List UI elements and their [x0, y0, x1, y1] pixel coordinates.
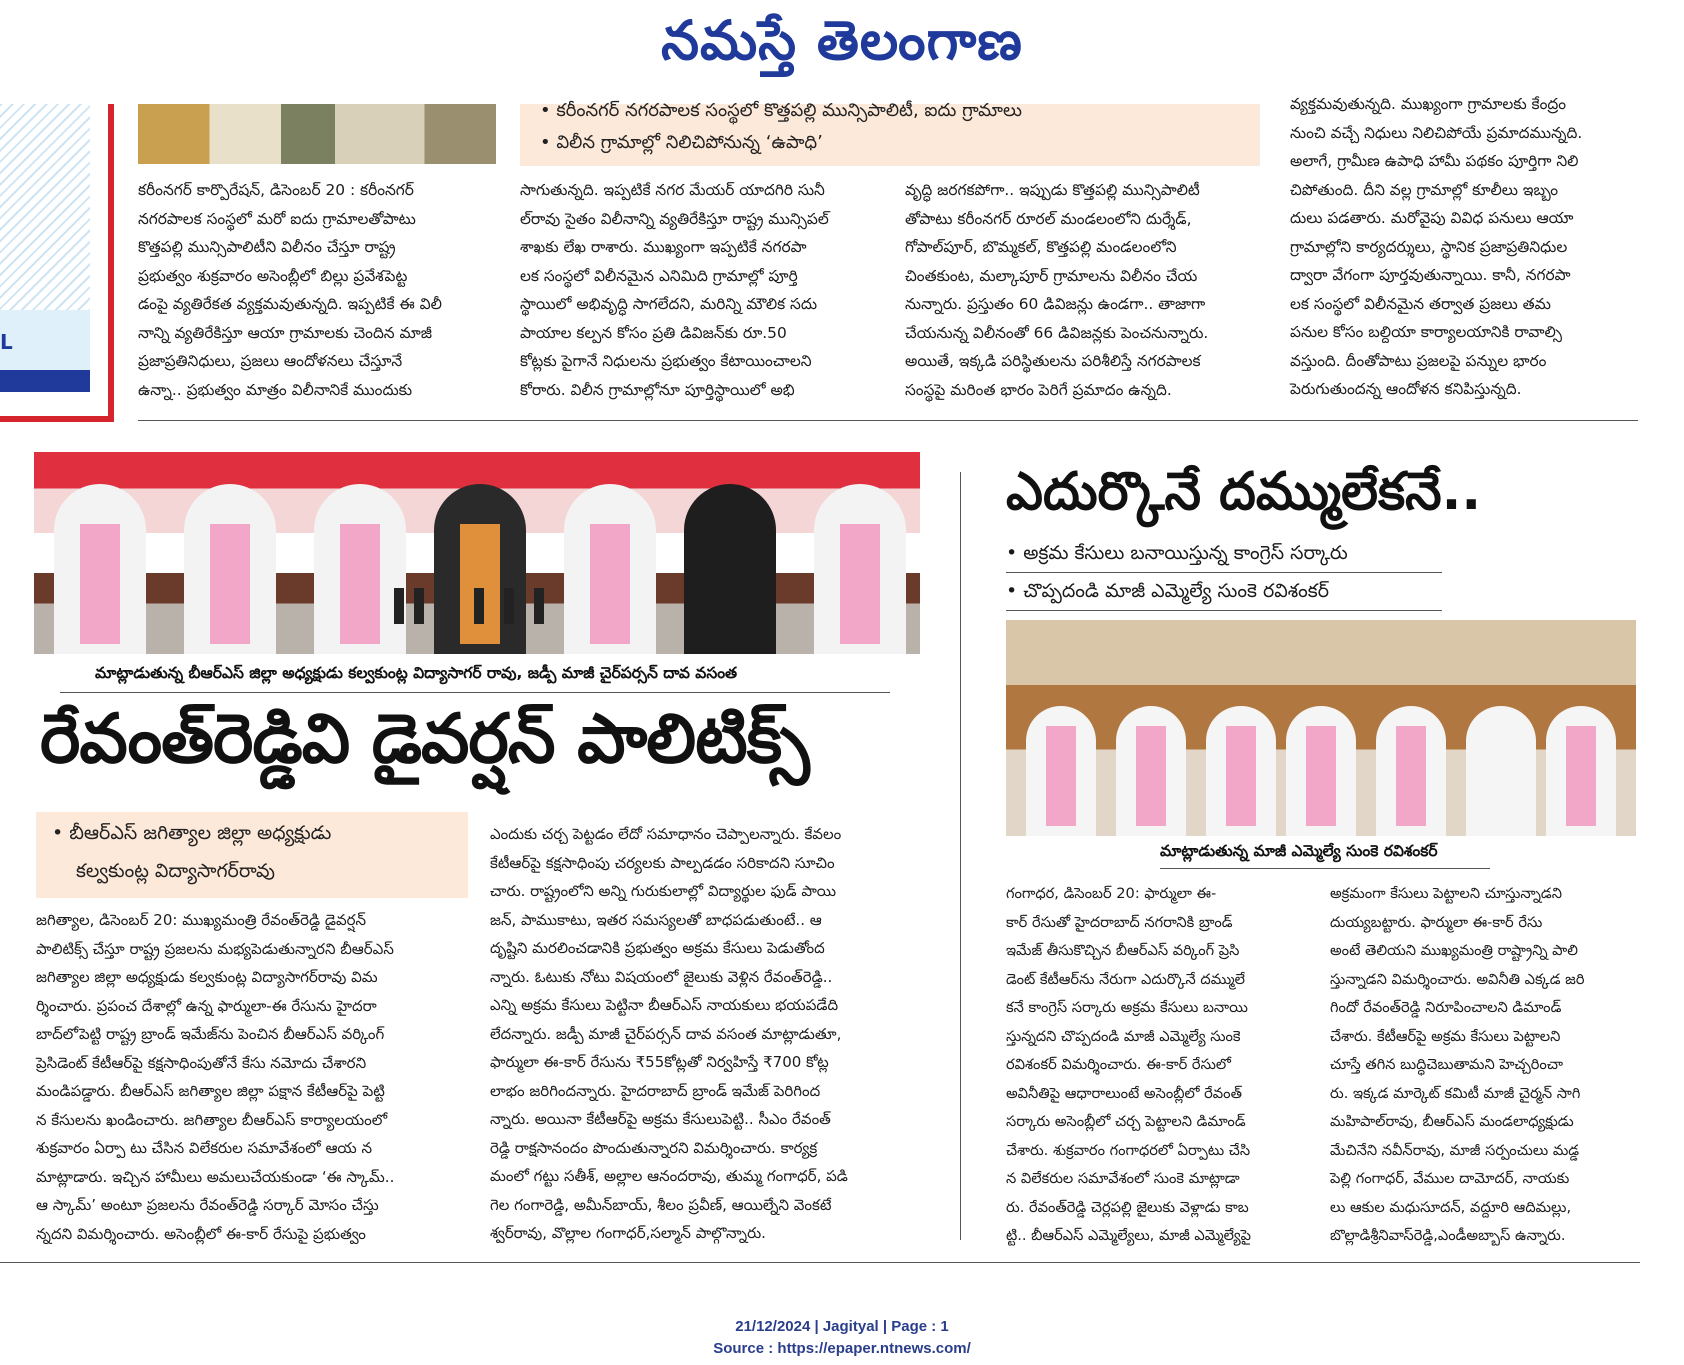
ad-blue-band [0, 370, 90, 392]
top-col2-line: శాఖకు లేఖ రాశారు. ముఖ్యంగా ఇప్పటికే నగరపా [520, 238, 807, 256]
top-col2-line: ల్‌రావు సైతం విలీనాన్ని వ్యతిరేకిస్తూ రాష్ట్ర మున్సిపల్ [520, 209, 829, 228]
top-col1-line: కరీంనగర్ కార్పొరేషన్, డిసెంబర్ 20 : కరీంనగర్ [138, 181, 414, 199]
right-col2-line: లు ఆకుల మధుసూదన్, వద్దూరి ఆదిమల్లు, [1330, 1198, 1572, 1216]
right-col1-line: రు. రేవంత్‌రెడ్డి చెర్లపల్లి జైలుకు వెళ్లాడు కాబ [1006, 1198, 1249, 1216]
top-col2-line: కోరారు. విలీన గ్రామాల్లోనూ పూర్తిస్థాయిలో అభి [520, 380, 795, 399]
page-bottom-rule [0, 1262, 1640, 1263]
left-photo-caption: మాట్లాడుతున్న బీఆర్‌ఎస్ జిల్లా అధ్యక్షుడు కల్వకుంట్ల విద్యాసాగర్ రావు, జడ్పీ మాజీ చైర్‌పర్సన్ దావ వసంత [95, 664, 738, 682]
right-col2-line: మేచినేని నవీన్‌రావు, మాజీ సర్పంచులు మడ్డ [1330, 1141, 1580, 1159]
top-col4-line: చిపోతుంది. దీని వల్ల గ్రామాల్లో కూలీలు ఇబ్బం [1290, 180, 1559, 199]
top-col3-line: నున్నారు. ప్రస్తుతం 60 డివిజన్లు ఉండగా.. తాజాగా [905, 295, 1206, 313]
top-story-photo [138, 104, 496, 164]
left-col2-line: న్నారు. ఓటుకు నోటు విషయంలో జైలుకు వెళ్లిన రేవంత్‌రెడ్డి.. [490, 967, 833, 986]
left-col2-line: మంలో గట్టు సతీశ్, అల్లాల ఆనందరావు, తుమ్మ గంగాధర్, పడి [490, 1167, 848, 1185]
right-story-photo [1006, 620, 1636, 836]
top-col2-line: సాగుతున్నది. ఇప్పటికే నగర మేయర్ యాదగిరి సునీ [520, 181, 825, 199]
footer-date-line: 21/12/2024 | Jagityal | Page : 1 [735, 1318, 949, 1335]
left-col2-line: శ్వర్‌రావు, వొల్లాల గంగాధర్,సల్మాన్ పాల్గొన్నారు. [490, 1224, 766, 1242]
top-col1-line: ఉన్నా.. ప్రభుత్వం మాత్రం విలీనానికే ముందుకు [138, 380, 413, 399]
ad-strip [0, 104, 114, 422]
right-col1-line: చేశారు. శుక్రవారం గంగాధరలో ఏర్పాటు చేసి [1006, 1141, 1251, 1159]
left-col2-line: గెల గంగారెడ్డి, అమీన్‌బాయ్, శీలం ప్రవీణ్, ఆయిల్నేని వెంకటే [490, 1195, 832, 1214]
section-divider [138, 420, 1638, 421]
caption-underline [60, 692, 890, 693]
bullet-underline-1 [1006, 572, 1442, 573]
top-col4-line: వస్తుంది. దీంతోపాటు ప్రజలపై పన్నుల భారం [1290, 351, 1547, 370]
left-col1-line: న్నదని విమర్శించారు. అసెంబ్లీలో ఈ-కార్ రేసుపై ప్రభుత్వం [36, 1224, 366, 1243]
left-col1-line: శుక్రవారం ఏర్పా టు చేసిన విలేకరుల సమావేశంలో ఆయ న [36, 1139, 373, 1157]
top-col3-line: తోపాటు కరీంనగర్ రూరల్ మండలంలోని దుర్శేడ్, [905, 209, 1192, 228]
right-col2-line: మహిపాల్‌రావు, బీఆర్‌ఎస్ మండలాధ్యక్షుడు [1330, 1113, 1574, 1130]
right-col2-line: గిందో రేవంత్‌రెడ్డి నిరూపించాలని డిమాండ్ [1330, 999, 1562, 1016]
right-col1-line: కార్ రేసుతో హైదరాబాద్ నగరానికి బ్రాండ్ [1006, 913, 1233, 931]
right-col2-line: బొల్లాడిశ్రీనివాస్‌రెడ్డి,ఎండీఅబ్బాస్ ఉన్నారు. [1330, 1227, 1566, 1244]
right-col1-line: స్తున్నదని చొప్పదండి మాజీ ఎమ్మెల్యే సుంకె [1006, 1027, 1241, 1045]
left-col2-line: న్నారు. అయినా కేటీఆర్‌పై అక్రమ కేసులుపెట్టి.. సీఎం రేవంత్ [490, 1110, 831, 1128]
right-story-col-2 [1330, 880, 1636, 1251]
bullet-underline-2 [1006, 610, 1442, 611]
left-col2-line: లేదన్నారు. జడ్పీ మాజీ చైర్‌పర్సన్ దావ వసంత మాట్లాడుతూ, [490, 1024, 842, 1043]
right-col2-line: స్తున్నాడని విమర్శించారు. అవినీతి ఎక్కడ జరి [1330, 970, 1585, 988]
right-col1-line: రవిశంకర్ విమర్శించారు. ఈ-కార్ రేసులో [1006, 1056, 1231, 1073]
left-col2-line: రెడ్డి రాక్షసానందం పొందుతున్నారని విమర్శించారు. కార్యక్ర [490, 1138, 818, 1157]
top-col3-line: అయితే, ఇక్కడి పరిస్థితులను పరిశీలిస్తే నగరపాలక [905, 352, 1201, 370]
right-bullet-1: • అక్రమ కేసులు బనాయిస్తున్న కాంగ్రెస్ సర్కారు [1006, 542, 1348, 564]
top-col1-line: నగరపాలక సంస్థలో మరో ఐదు గ్రామాలతోపాటు [138, 209, 416, 228]
right-bullet-2: • చొప్పదండి మాజీ ఎమ్మెల్యే సుంకె రవిశంకర్ [1006, 580, 1329, 602]
top-col4-line: పెరుగుతుందన్న ఆందోళన కనిపిస్తున్నది. [1290, 380, 1522, 398]
left-story-col-2 [490, 820, 922, 1248]
left-col2-line: ఎందుకు చర్చ పెట్టడం లేదో సమాధానం చెప్పాలన్నారు. కేవలం [490, 825, 842, 843]
top-col2-line: స్థాయిలో అభివృద్ధి సాగలేదని, మరిన్ని మౌలిక సదు [520, 295, 818, 313]
right-col2-line: అంటే తెలియని ముఖ్యమంత్రి రాష్ట్రాన్ని పాలి [1330, 942, 1578, 959]
top-bullet-2: • విలీన గ్రామాల్లో నిలిచిపోనున్న ‘ఉపాధి’ [540, 132, 823, 153]
top-col1-line: కొత్తపల్లి మున్సిపాలిటీని విలీనం చేస్తూ రాష్ట్ర [138, 238, 396, 256]
top-col2-line: లక సంస్థలో విలీనమైన ఎనిమిది గ్రామాల్లో పూర్తి [520, 266, 798, 285]
right-col1-line: న విలేకరుల సమావేశంలో సుంకె మాట్లాడా [1006, 1170, 1240, 1187]
left-col2-line: కేటీఆర్‌పై కక్షసాధింపు చర్యలకు పాల్పడడం సరికాదని సూచిం [490, 853, 835, 872]
left-col1-line: మండిపడ్డారు. బీఆర్‌ఎస్ జగిత్యాల జిల్లా పక్షాన కేటీఆర్‌పై పెట్టి [36, 1082, 385, 1100]
left-col2-line: ఎన్ని అక్రమ కేసులు పెట్టినా బీఆర్‌ఎస్ నాయకులు భయపడేది [490, 996, 839, 1014]
top-col1-line: ప్రభుత్వం శుక్రవారం అసెంబ్లీలో బిల్లు ప్రవేశపెట్ట [138, 266, 408, 285]
right-col2-line: పెల్లి గంగాధర్, వేముల దామోదర్, నాయకు [1330, 1170, 1570, 1187]
right-col1-line: కనే కాంగ్రెస్ సర్కారు అక్రమ కేసులు బనాయి [1006, 999, 1248, 1016]
right-photo-caption: మాట్లాడుతున్న మాజీ ఎమ్మెల్యే సుంకె రవిశంకర్ [1160, 842, 1438, 860]
left-col1-line: జగిత్యాల, డిసెంబర్ 20: ముఖ్యమంత్రి రేవంత్‌రెడ్డి డైవర్షన్ [36, 911, 367, 929]
left-col1-line: ప్రెసిడెంట్ కేటీఆర్‌పై కక్షసాధింపుతోనే కేసు నమోదు చేశారని [36, 1053, 367, 1072]
ad-hatch-pattern [0, 104, 90, 310]
top-col2-line: కోట్లకు పైగానే నిధులను ప్రభుత్వం కేటాయించాలని [520, 352, 812, 370]
top-col4-line: వ్యక్తమవుతున్నది. ముఖ్యంగా గ్రామాలకు కేంద్రం [1290, 95, 1567, 113]
left-col1-line: ఆ స్కామ్’ అంటూ ప్రజలను రేవంత్‌రెడ్డి సర్కార్ మోసం చేస్తు [36, 1196, 379, 1214]
left-col1-line: బాద్‌లోపెట్టి రాష్ట్ర బ్రాండ్ ఇమేజ్‌ను పెంచిన బీఆర్‌ఎస్ వర్కింగ్ [36, 1025, 385, 1043]
right-headline: ఎదుర్కొనే దమ్ములేకనే.. [1006, 462, 1482, 522]
left-col2-line: చారు. రాష్ట్రంలోని అన్ని గురుకులాల్లో విద్యార్థుల ఫుడ్ పాయి [490, 882, 837, 900]
top-bullet-1: • కరీంనగర్ నగరపాలక సంస్థలో కొత్తపల్లి మున్సిపాలిటీ, ఐదు గ్రామాలు [540, 100, 1022, 121]
left-col1-line: జగిత్యాల జిల్లా అధ్యక్షుడు కల్వకుంట్ల విద్యాసాగర్‌రావు విమ [36, 968, 378, 986]
right-col1-line: అవినీతిపై ఆధారాలుంటే అసెంబ్లీలో రేవంత్ [1006, 1084, 1242, 1102]
left-col2-line: జన్, పాముకాటు, ఇతర సమస్యలతో బాధపడుతుంటే.. ఆ [490, 910, 822, 929]
top-col4-line: ద్వారా వేగంగా పూర్తవుతున్నాయి. కానీ, నగరపా [1290, 266, 1571, 284]
right-caption-underline [1160, 868, 1490, 869]
left-col2-line: ఫార్ములా ఈ-కార్ రేసును ₹55కోట్లతో నిర్వహిస్తే ₹700 కోట్ల [490, 1053, 829, 1071]
right-col1-line: ట్టి.. బీఆర్‌ఎస్ ఎమ్మెల్యేలు, మాజీ ఎమ్మెల్యేపై [1006, 1227, 1252, 1244]
left-subhead-line-2: కల్వకుంట్ల విద్యాసాగర్‌రావు [76, 860, 276, 882]
top-col4-line: లక సంస్థలో విలీనమైన తర్వాత ప్రజలు తమ [1290, 294, 1551, 313]
top-col1-line: డంపై వ్యతిరేకత వ్యక్తమవుతున్నది. ఇప్పటికే ఈ విలీ [138, 295, 442, 313]
top-story-col-1 [138, 176, 496, 404]
top-col3-line: వృద్ధి జరగకపోగా.. ఇప్పుడు కొత్తపల్లి మున్సిపాలిటీ [905, 181, 1200, 199]
top-story-col-4 [1290, 90, 1636, 404]
left-col1-line: న కేసులను ఖండించారు. జగిత్యాల బీఆర్‌ఎస్ కార్యాలయంలో [36, 1110, 388, 1129]
left-col2-line: లాభం జరిగిందన్నారు. హైదరాబాద్ బ్రాండ్ ఇమేజ్ పెరిగింద [490, 1081, 821, 1100]
top-col2-line: పాయాల కల్పన కోసం ప్రతి డివిజన్‌కు రూ.50 [520, 323, 787, 342]
top-col3-line: చేయనున్న విలీనంతో 66 డివిజన్లకు పెంచనున్నారు. [905, 323, 1209, 342]
top-col4-line: పనుల కోసం బల్దియా కార్యాలయానికి రావాల్సి [1290, 323, 1563, 341]
footer-source-line: Source : https://epaper.ntnews.com/ [713, 1340, 971, 1357]
left-headline: రేవంత్‌రెడ్డివి డైవర్షన్ పాలిటిక్స్ [40, 700, 809, 779]
right-col2-line: చేశారు. కేటీఆర్‌పై అక్రమ కేసులు పెట్టాలని [1330, 1027, 1561, 1045]
top-col4-line: గ్రామాల్లోని కార్యదర్శులు, స్థానిక ప్రజాప్రతినిధుల [1290, 237, 1568, 256]
top-story-bullets [520, 100, 1260, 166]
left-subhead-box [36, 812, 468, 898]
top-col3-line: గోపాల్‌పూర్, బొమ్మకల్, కొత్తపల్లి మండలంలోని [905, 238, 1177, 256]
top-story-col-2 [520, 176, 880, 404]
top-col4-line: నుంచి వచ్చే నిధులు నిలిచిపోయే ప్రమాదమున్నది. [1290, 123, 1583, 142]
top-col3-line: చింతకుంట, మల్కాపూర్ గ్రామాలను విలీనం చేయ [905, 266, 1198, 285]
right-story-col-1 [1006, 880, 1306, 1251]
right-col2-line: చూస్తే తగిన బుద్ధిచెబుతామని హెచ్చరించా [1330, 1056, 1563, 1073]
ad-fragment-text: L [0, 330, 13, 354]
top-col3-line: సంస్థపై మరింత భారం పెరిగే ప్రమాదం ఉన్నది. [905, 380, 1172, 399]
left-col1-line: పాలిటిక్స్ చేస్తూ రాష్ట్ర ప్రజలను మభ్యపెడుతున్నారని బీఆర్‌ఎస్ [36, 939, 394, 958]
right-col2-line: రు. ఇక్కడ మార్కెట్ కమిటీ మాజీ చైర్మన్ సాగి [1330, 1084, 1581, 1102]
left-col1-line: ర్శించారు. ప్రపంచ దేశాల్లో ఉన్న ఫార్ములా-ఈ రేసును హైదరా [36, 996, 377, 1015]
top-story-col-3 [905, 176, 1265, 404]
left-col2-line: దృష్టిని మరలించడానికి ప్రభుత్వం అక్రమ కేసులు పెడుతోంద [490, 939, 825, 957]
left-story-col-1 [36, 906, 468, 1248]
right-col1-line: గంగాధర, డిసెంబర్ 20: ఫార్ములా ఈ- [1006, 885, 1217, 902]
masthead [0, 0, 1684, 80]
top-col1-line: నాన్ని వ్యతిరేకిస్తూ ఆయా గ్రామాలకు చెందిన మాజీ [138, 323, 432, 342]
right-col1-line: ఇమేజ్ తీసుకొచ్చిన బీఆర్‌ఎస్ వర్కింగ్ ప్రెసి [1006, 942, 1240, 959]
top-col1-line: ప్రజాప్రతినిధులు, ప్రజలు ఆందోళనలు చేస్తూనే [138, 352, 403, 370]
ad-light-band [0, 310, 90, 370]
masthead-title: నమస్తే తెలంగాణ [661, 8, 1023, 72]
column-divider [960, 472, 961, 1240]
right-col2-line: అక్రమంగా కేసులు పెట్టాలని చూస్తున్నాడని [1330, 885, 1562, 902]
top-col4-line: దులు పడతారు. మరోవైపు వివిధ పనులు ఆయా [1290, 209, 1574, 227]
left-subhead-line-1: • బీఆర్‌ఎస్ జగిత్యాల జిల్లా అధ్యక్షుడు [52, 822, 332, 844]
right-col2-line: దుయ్యబట్టారు. ఫార్ములా ఈ-కార్ రేసు [1330, 913, 1543, 931]
left-story-photo [34, 452, 920, 654]
top-col4-line: అలాగే, గ్రామీణ ఉపాధి హామీ పథకం పూర్తిగా నిలి [1290, 152, 1579, 170]
left-col1-line: మాట్లాడారు. ఇచ్చిన హామీలు అమలుచేయకుండా ‘ఈ స్కామ్.. [36, 1167, 395, 1186]
right-col1-line: సర్కారు అసెంబ్లీలో చర్చ పెట్టాలని డిమాండ్ [1006, 1113, 1246, 1130]
right-col1-line: డెంట్ కేటీఆర్‌ను నేరుగా ఎదుర్కొనే దమ్ములే [1006, 970, 1245, 988]
